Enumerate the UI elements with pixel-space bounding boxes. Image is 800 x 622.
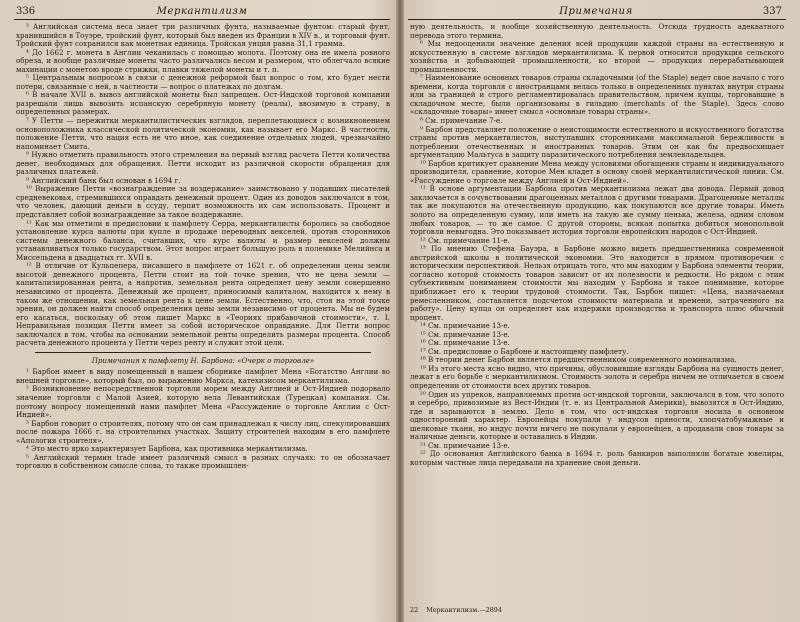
right-page-body — [410, 23, 784, 467]
signature-footer — [410, 606, 508, 614]
note-paragraph: ¹⁴ См. примечание 13-е. — [420, 321, 510, 331]
note-paragraph: ⁵ Английский термин trade имеет различный смысл в разных случаях: то он обозначает торговлю в собственном смысле слова, то также промышлен- — [16, 452, 390, 471]
page-number-right: 337 — [762, 6, 782, 17]
note-paragraph: ⁴ Это место ярко характеризует Барбона, как противника меркантилизма. — [26, 444, 308, 454]
left-page — [0, 0, 398, 622]
note-paragraph: ¹¹ В основе аргументации Барбона против меркантилизма лежат два довода. Первый довод заключается в сочувствовании драгоценных металлов с другими товарами. Драгоценные металлы так же покупаются на отечественную продукцию, как покупаются все другие товары. Иметь золото на определенную сумму, или иметь на такую же сумму пенька, железа, одним словом любых товаров, — то же самое. С другой стороны, всякая попытка добиться монопольной торговли невыгодна. Это показывает история торговли европейских народов с Ост-Индией. — [410, 184, 784, 237]
note-paragraph: ⁹ Барбон представляет положение о неистощимости естественного и искусственного богатства страны против меркантилистов, выступавших сторонниками максимальной бережливости в потреблении отечественных и иностранных товаров. Этим он как бы предвосхищает аргументацию Мальтуса в защиту паразитического потребления землевладельцев. — [410, 124, 784, 160]
note-paragraph: ¹⁸ В теории денег Барбон является предшественником современного номинализма. — [420, 355, 737, 365]
note-paragraph: ⁷ Наименование основных товаров страны складочными (of the Staple) ведет свое начало с того времени, когда торговля с иностранцами велась только в определенных пунктах внутри страны или за границей и строго регламентировалась правительством, причем купцы, торговавшие в складочном месте, были организованы в гильдию (merchants of the Staple). Здесь слово «складочные товары» имеет смысл «основные товары страны». — [410, 73, 784, 117]
note-paragraph: ¹⁶ См. примечание 13-е. — [420, 338, 510, 348]
header-rule-left — [14, 19, 390, 20]
note-paragraph: ²¹ См. примечание 13-е. — [420, 440, 510, 450]
note-paragraph: ⁷ У Петти — пережитки меркантилистических взглядов, переплетающиеся с возникновением основоположника классической политической экономии, как называет его Маркс. В частности, положение Петти, что нация есть не что иное, как соединение отдельных людей, чрезвычайно напоминает Смита. — [16, 116, 390, 151]
note-paragraph: ³ Английская система веса знает три различных фунта, называемые фунтом: старый фунт, хранившийся в Тоуэре, тройский фунт, который был введен из Франции в XIV в., и торговый фунт. Тройский фунт сохранился как монетная единица. Тройская унция равна 31,1 грамма. — [16, 22, 390, 49]
note-paragraph: ¹¹ Как мы отметили в предисловии к памфлету Серра, меркантилисты боролись за свободное установление курса валюты при купле и продаже переводных векселей, против сторонников системы денежного баланса, считавших, что курс валюты и размер векселей должны устанавливаться только государством. Этот вопрос играет большую роль в полемике Мелийнса и Миссельдена в двадцатых гг. XVII в. — [16, 218, 390, 262]
note-paragraph: ²² До основания Английского банка в 1694 г. роль банкиров выполняли богатые ювелиры, которым частные лица передавали на хранение свои деньги. — [410, 449, 784, 467]
note-paragraph: ¹⁹ Из этого места ясно видно, что причины, обусловившие взгляды Барбона на сущность денег, лежат в его борьбе с меркантилизмом. Стоимость золота и серебра ничем не отличается в своем определении от стоимости всех других товаров. — [410, 363, 784, 390]
note-paragraph: ⁹ Английский банк был основан в 1694 г. — [26, 175, 181, 185]
note-paragraph: ¹² См. примечание 11-е. — [420, 235, 510, 245]
note-paragraph: ¹ Барбон имеет в виду помещенный в нашем сборнике памфлет Мена «Богатство Англии во внешней торговле», который был, по выражению Маркса, катехизисом меркантилизма. — [16, 367, 390, 385]
header-rule-right — [408, 19, 786, 20]
note-paragraph: ⁴ До 1662 г. монета в Англии чеканилась с помощью молота. Поэтому она не имела ровного обреза, и вообще различные монеты часто различались весом и размером, что облегчало всякие махинации с монетою вроде стрижки, плавки тяжелой монеты и т. п. — [16, 47, 390, 74]
note-paragraph: ²⁰ Один из упреков, направляемых против ост-индской торговли, заключался в том, что золото и серебро, привозимые из Вест-Индии (т. е. из Центральной Америки), вывозятся в Ост-Индию, где и зарываются в землю. Дело в том, что ост-индская торговля носила в основном односторонний характер. Европейцы покупали у индусов пряности, хлопчатобумажные и шелковые ткани, но индус почти ничего не покупали у европейцев, а продавали свои товары за наличные деньги, которые и оставались в Индии. — [410, 389, 784, 442]
running-head-right — [410, 5, 782, 19]
signature-number: 22 — [410, 606, 419, 614]
left-page-body — [16, 23, 390, 471]
note-paragraph: ⁶ Мы недооценили значение деления всей продукции каждой страны на естественную и искусственную в системе взглядов меркантилизма. К первой относится продукция сельского хозяйства и добывающей промышленности, ко второй — продукция перерабатывающей промышленности. — [410, 39, 784, 74]
note-paragraph: ¹³ По мнению Стефена Бауэра, в Барбоне можно видеть предшественника современной австрийской школы в политической экономии. Это находится в прямом противоречии с историческим перспективой. Нельзя отрицать того, что мы находим у Барбона элементы теории, согласно которой стоимость товаров зависит от их полезности и редкости. Но рядом с этим субъективным пониманием стоимости мы находим у Барбона и такое понимание, которое приближает его к теории трудовой стоимости. Так, Барбон пишет: «Цена, назначаемая ремесленником, составляется подсчетом стоимости материала и времени, затраченного на работу». Цену купца он определяет как издержки производства и транспорта плюс обычный процент. — [410, 244, 784, 322]
running-head-left — [16, 5, 388, 19]
note-paragraph: ¹⁰ Барбон критикует сравнение Мена между условиями обогащения страны и индивидуального производителя, сравнение, которое Мен кладет в основу своей меркантилистической линии. См. «Рассуждение о торговле между Англией и Ост-Индией». — [410, 158, 784, 185]
section-subheading — [16, 352, 390, 366]
note-paragraph: ¹⁰ Выражение Петти «вознаграждение за воздержание» заимствовано у подавших писателей средневековья, стремившихся оправдать денежный процент. Один из доводов заключался в том, что человек, дающий деньги в ссуду, терпит возможность их сам использовать. Процент и представляет собой вознаграждение за такое воздержание. — [16, 184, 390, 220]
signature-title: Меркантилизм.—2894 — [426, 606, 502, 614]
running-title-left: Меркантилизм — [156, 6, 248, 17]
section-rule — [35, 352, 372, 353]
section-subheading-text: Примечания к памфлету Н. Барбона: «Очерк о торговле» — [91, 355, 315, 365]
note-paragraph: ⁸ См. примечание 7-е. — [420, 116, 503, 126]
note-paragraph: ⁸ Нужно отметить правильность этого стремления на первый взгляд расчета Петти количества денег, необходимых для обращения. Петти исходит из различной скорости обращения для различных платежей. — [16, 150, 390, 177]
note-paragraph: ¹² В отличие от Кульпепера, писавшего в памфлете от 1621 г. об определении цены земли высотой денежного процента, Петти стоит на той точке зрения, что не цена земли — капитализированная рента, а напротив, земельная рента определяет цену земли совершенно независимо от процента. Денежный же процент, приносимый капиталом, находится к нему в таком же отношении, как земельная рента к цене земли. Естественно, что, стоя на этой точке зрения, он должен найти способ определения цены земли независимо от процента. Мы не будем его касаться, поскольку об этом пишет Маркс в «Теориях прибавочной стоимости», т. I. Неправильная позиция Петти имеет за собой историческое оправдание. Для Петти вопрос заключался в том, чтобы на основании земельной ренты определить размеры процента. Способ расчета денежного процента у Петти через ренту и служит этой цели. — [16, 261, 390, 348]
page-number-left: 336 — [16, 6, 36, 17]
note-paragraph: ⁶ В начале XVII в. вывоз английской монеты был запрещен. Ост-Индской торговой компании разрешали лишь вывозить испанскую серебряную монету (реалы), ввозимую в страну, в определенных размерах. — [16, 90, 390, 117]
note-paragraph: ³ Барбон говорит о строителях, потому что он сам принадлежал к числу лиц, спекулировавших после пожара 1666 г. на строительных участках. Защиту строителей находим в его памфлете «Апология строителя». — [16, 418, 390, 445]
note-paragraph: ⁵ Центральным вопросом в связи с денежной реформой был вопрос о том, кто будет нести потери, связанные с ней, в частности — вопрос о платежах по долгам. — [16, 73, 390, 91]
note-paragraph: ¹⁷ См. предисловие о Барбоне и настоящему памфлету. — [420, 346, 629, 356]
running-title-right: Примечания — [559, 6, 633, 17]
note-paragraph: ² Возникновение непосредственной торговли морем между Англией и Ост-Индией подорвало значение торговли с Малой Азией, которую вела Левантийская (Турецкая) компания. См. поэтому вопросу помещенный нами памфлет Мена «Рассуждение о торговле Англии с Ост-Индией». — [16, 384, 390, 420]
continued-paragraph: ную деятельность, и вообще хозяйственную деятельность. Отсюда трудность адекватного перевода этого термина. — [410, 22, 784, 40]
right-page — [402, 0, 800, 622]
note-paragraph: ¹⁵ См. примечание 13-е. — [420, 329, 510, 339]
